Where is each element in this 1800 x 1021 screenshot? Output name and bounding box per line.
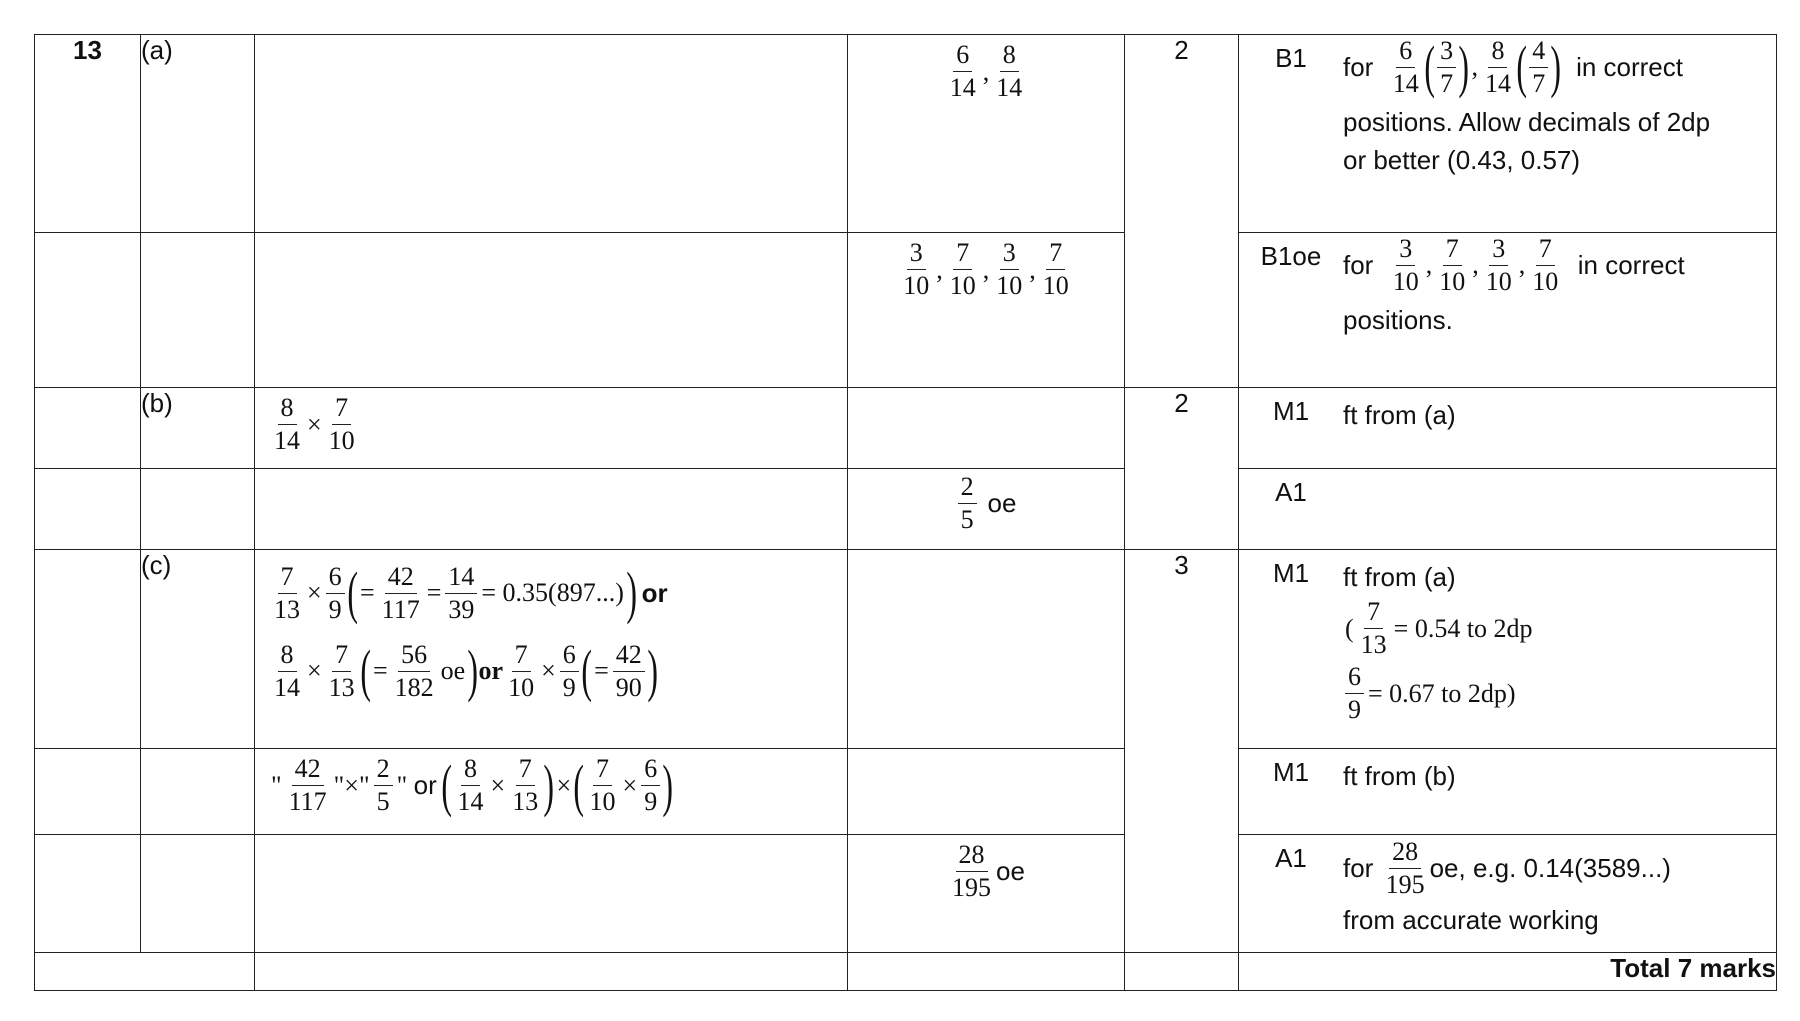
part-label-c: (c)	[141, 550, 255, 749]
answer-suffix: oe	[996, 856, 1025, 886]
part-label-a: (a)	[141, 35, 255, 233]
table-row	[35, 388, 1777, 469]
mark-code: B1	[1275, 43, 1307, 73]
marks-a: 2	[1125, 35, 1239, 388]
notes-cell: M1 ft from (a) ( $\frac{7}{13}$ = 0.54 to 2dp $\frac{6}{9}$ = 0.67 to 2dp)	[1239, 550, 1777, 749]
note-text: for	[1343, 52, 1374, 82]
note-text: positions. Allow decimals of 2dp	[1343, 107, 1711, 137]
marks-c: 3	[1125, 550, 1239, 953]
answer-cell: $\frac{3}{10}$ , $\frac{7}{10}$ , $\frac{3}{10}$ , $\frac{7}{10}$	[848, 233, 1125, 388]
working-cell: $\frac{8}{14}$ × $\frac{7}{10}$	[255, 388, 848, 469]
note-text: from accurate working	[1343, 905, 1599, 935]
note-text: ft from (a)	[1343, 400, 1456, 430]
table-row	[35, 749, 1777, 835]
note-text: positions.	[1343, 305, 1453, 335]
working-cell: " $\frac{42}{117}$ "×" $\frac{2}{5}$ " or ( $\frac{8}{14}$ × $\frac{7}{13}$ ) × ( $\frac{7}{10}$ × $\frac{6}{9}$ )	[255, 749, 848, 835]
mark-code: M1	[1272, 757, 1310, 787]
table-row	[35, 233, 1777, 388]
answer-cell: $\frac{6}{14}$ , $\frac{8}{14}$	[848, 35, 1125, 233]
mark-code: A1	[1275, 843, 1307, 873]
notes-cell	[1239, 749, 1777, 835]
note-text: ft from (b)	[1343, 761, 1456, 791]
notes-cell	[1239, 388, 1777, 469]
answer-cell: $\frac{2}{5}$ oe	[848, 469, 1125, 550]
question-number: 13	[35, 35, 141, 233]
total-marks: Total 7 marks	[1239, 953, 1777, 991]
answer-fraction: $\frac{8}{14}$	[996, 40, 1023, 102]
note-text: in correct	[1577, 250, 1685, 280]
table-row	[35, 35, 1777, 233]
notes-cell: B1oe for $\frac{3}{10}$ , $\frac{7}{10}$ , $\frac{3}{10}$ , $\frac{7}{10}$ in correct positions.	[1239, 233, 1777, 388]
mark-code: A1	[1275, 477, 1307, 507]
answer-suffix: oe	[987, 488, 1017, 518]
working-cell	[255, 35, 848, 233]
mark-code: M1	[1272, 558, 1310, 588]
answer-fraction: $\frac{6}{14}$	[949, 40, 976, 102]
note-text: ft from (a)	[1343, 562, 1456, 592]
marks-b: 2	[1125, 388, 1239, 550]
mark-code: M1	[1272, 396, 1310, 426]
answer-cell: $\frac{28}{195}$ oe	[848, 835, 1125, 953]
notes-cell: A1 for $\frac{28}{195}$ oe, e.g. 0.14(3589...) from accurate working	[1239, 835, 1777, 953]
table-row	[35, 469, 1777, 550]
note-text: in correct	[1576, 52, 1683, 82]
mark-scheme-table	[34, 34, 1777, 991]
notes-cell	[1239, 469, 1777, 550]
table-row	[35, 835, 1777, 953]
note-text: for	[1343, 250, 1374, 280]
part-label-b: (b)	[141, 388, 255, 469]
working-cell: $\frac{7}{13}$ × $\frac{6}{9}$ ( = $\frac{42}{117}$ = $\frac{14}{39}$ = 0.35(897...) ) or $\frac{8}{14}$ × $\frac{7}{13}$ ( = $\frac{56}{182}$ oe ) or $\frac{7}{10}$ × $\frac{6}{9}$ ( = $\frac{42}{90}$ )	[255, 550, 848, 749]
notes-cell: B1 for $\frac{6}{14}$ ( $\frac{3}{7}$ ) , $\frac{8}{14}$ ( $\frac{4}{7}$ ) in correct positions. Allow decimals of 2dp or better (0.43, 0.57)	[1239, 35, 1777, 233]
mark-code: B1oe	[1260, 241, 1322, 271]
table-row	[35, 953, 1777, 991]
table-row	[35, 550, 1777, 749]
note-text: for	[1343, 853, 1374, 883]
note-text: oe, e.g. 0.14(3589...)	[1429, 853, 1671, 883]
note-text: or better (0.43, 0.57)	[1343, 145, 1581, 175]
